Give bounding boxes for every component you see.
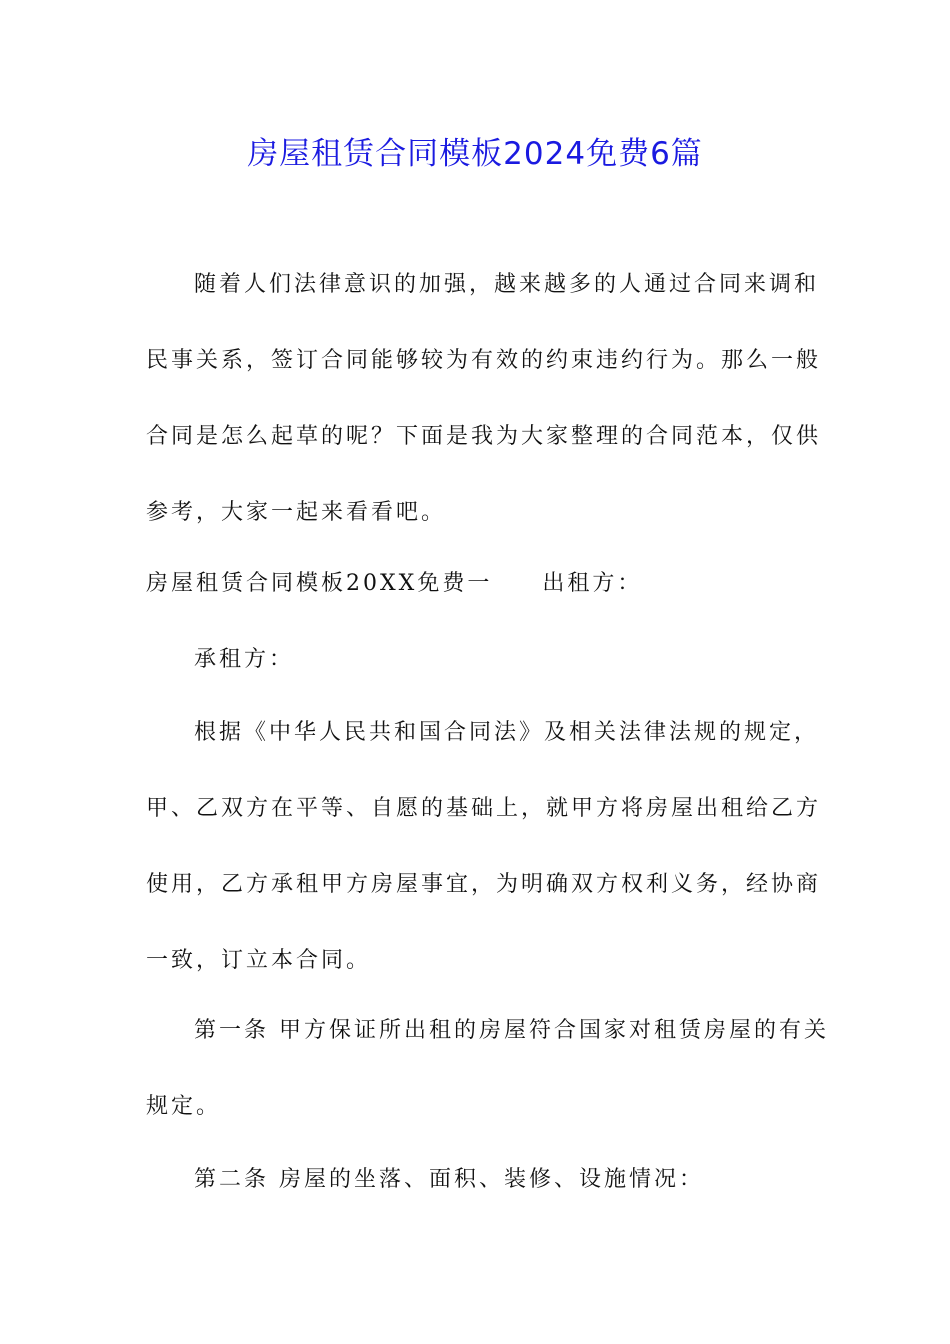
intro-line: 随着人们法律意识的加强，越来越多的人通过合同来调和	[194, 272, 820, 297]
lessee-row	[146, 622, 806, 698]
section-heading: 房屋租赁合同模板20XX免费一	[146, 571, 493, 596]
article-2-line: 第二条 房屋的坐落、面积、装修、设施情况：	[194, 1167, 704, 1192]
preamble-line: 使用，乙方承租甲方房屋事宜，为明确双方权利义务，经协商	[146, 872, 822, 897]
lessee-label: 承租方：	[194, 647, 295, 672]
intro-line: 民事关系，签订合同能够较为有效的约束违约行为。那么一般	[146, 348, 822, 373]
heading-row	[146, 546, 806, 622]
document-title: 房屋租赁合同模板2024免费6篇	[247, 136, 703, 172]
article-2	[146, 1142, 806, 1218]
heading-line	[146, 546, 806, 622]
preamble-line: 甲、乙双方在平等、自愿的基础上，就甲方将房屋出租给乙方	[146, 796, 822, 821]
preamble-line: 一致，订立本合同。	[146, 948, 372, 973]
lessor-label: 出租方：	[542, 571, 643, 596]
preamble-paragraph	[146, 695, 822, 999]
article-1	[146, 993, 829, 1145]
intro-line: 合同是怎么起草的呢？下面是我为大家整理的合同范本，仅供	[146, 424, 822, 449]
article-1-line: 规定。	[146, 1094, 222, 1119]
article-1-line: 第一条 甲方保证所出租的房屋符合国家对租赁房屋的有关	[194, 1018, 829, 1043]
intro-line: 参考，大家一起来看看吧。	[146, 500, 447, 525]
intro-paragraph	[146, 247, 822, 551]
preamble-line: 根据《中华人民共和国合同法》及相关法律法规的规定，	[194, 720, 820, 745]
